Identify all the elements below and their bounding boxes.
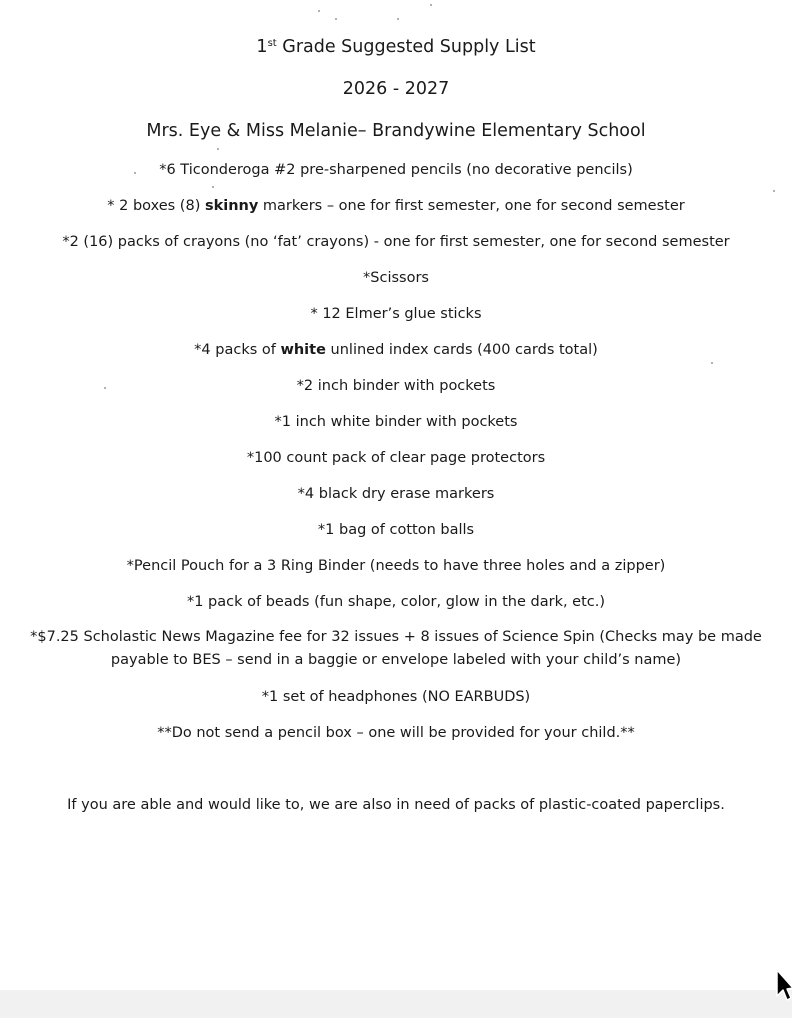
list-item-page-protectors: *100 count pack of clear page protectors bbox=[246, 450, 546, 466]
list-item-pencils: *6 Ticonderoga #2 pre-sharpened pencils (no decorative pencils) bbox=[159, 162, 633, 178]
list-item-binder-1inch: *1 inch white binder with pockets bbox=[274, 414, 518, 430]
list-item-index-cards bbox=[0, 340, 792, 360]
title-grade-suffix: st bbox=[267, 38, 277, 49]
page-title bbox=[0, 35, 792, 59]
scan-edge-shadow bbox=[0, 990, 792, 1018]
scan-speck bbox=[104, 387, 106, 389]
list-item-beads: *1 pack of beads (fun shape, color, glow in the dark, etc.) bbox=[186, 594, 606, 610]
list-item-magazine-fee: *$7.25 Scholastic News Magazine fee for 32 issues + 8 issues of Science Spin (Checks may be made payable to BES – send in a baggie or envelope labeled with your child’s name) bbox=[30, 629, 762, 668]
list-item-cotton-balls: *1 bag of cotton balls bbox=[317, 522, 475, 538]
mouse-pointer-icon bbox=[774, 968, 792, 1004]
paperclips-request: If you are able and would like to, we are also in need of packs of plastic-coated paperclips. bbox=[67, 797, 725, 813]
scan-speck bbox=[217, 148, 219, 150]
index-text-before: *4 packs of bbox=[194, 342, 281, 358]
scan-speck bbox=[773, 190, 775, 192]
markers-text-after: markers – one for first semester, one for second semester bbox=[258, 198, 685, 214]
scan-speck bbox=[397, 18, 399, 20]
list-item-headphones: *1 set of headphones (NO EARBUDS) bbox=[261, 689, 531, 705]
scan-speck bbox=[212, 186, 214, 188]
scan-speck bbox=[335, 18, 337, 20]
title-rest: Grade Suggested Supply List bbox=[276, 37, 536, 57]
index-text-after: unlined index cards (400 cards total) bbox=[325, 342, 598, 358]
list-item-glue: * 12 Elmer’s glue sticks bbox=[310, 306, 482, 322]
list-item-pencil-pouch: *Pencil Pouch for a 3 Ring Binder (needs to have three holes and a zipper) bbox=[126, 558, 666, 574]
markers-text-before: * 2 boxes (8) bbox=[107, 198, 205, 214]
scan-speck bbox=[711, 362, 713, 364]
scan-speck bbox=[318, 10, 320, 12]
title-grade-number: 1 bbox=[256, 37, 268, 57]
scan-speck bbox=[134, 172, 136, 174]
index-bold-text: white bbox=[280, 342, 326, 358]
list-item-binder-2inch: *2 inch binder with pockets bbox=[296, 378, 496, 394]
pencil-box-note: **Do not send a pencil box – one will be provided for your child.** bbox=[157, 725, 635, 741]
teachers-school-heading: Mrs. Eye & Miss Melanie– Brandywine Elementary School bbox=[146, 121, 646, 141]
list-item-crayons: *2 (16) packs of crayons (no ‘fat’ crayons) - one for first semester, one for second semester bbox=[62, 234, 730, 250]
school-year: 2026 - 2027 bbox=[342, 79, 450, 99]
scan-speck bbox=[430, 4, 432, 6]
list-item-scissors: *Scissors bbox=[363, 270, 429, 286]
list-item-markers bbox=[0, 196, 792, 216]
markers-bold-text: skinny bbox=[204, 198, 259, 214]
list-item-dry-erase: *4 black dry erase markers bbox=[297, 486, 495, 502]
